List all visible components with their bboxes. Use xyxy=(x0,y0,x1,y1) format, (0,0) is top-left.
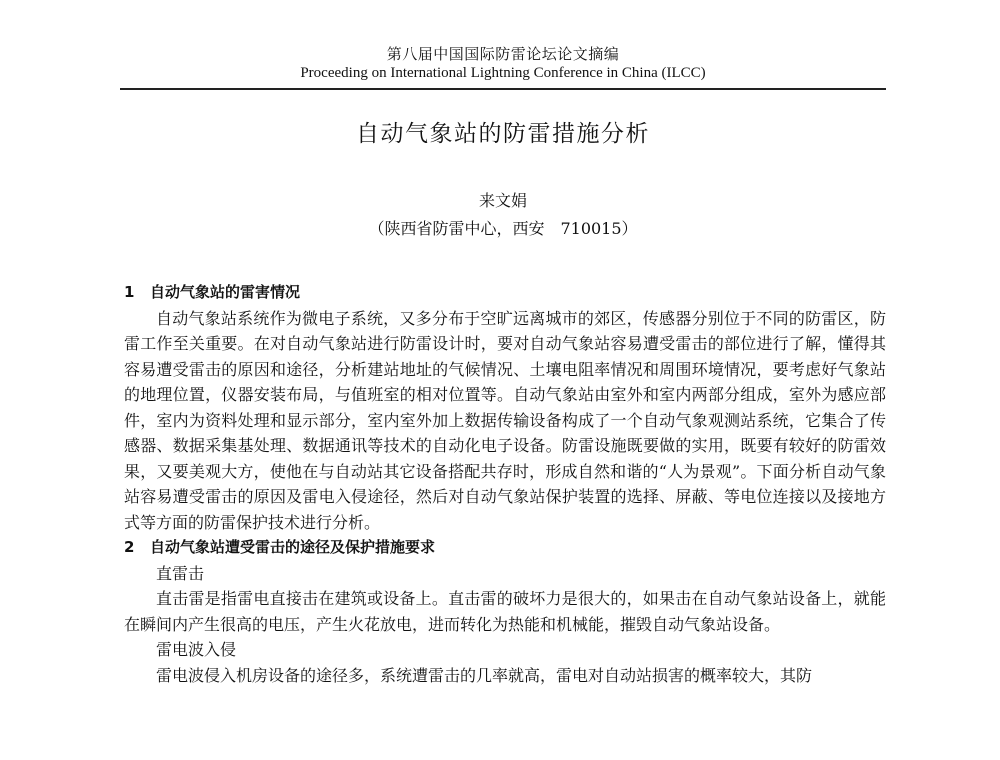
author: 来文娟 xyxy=(478,191,527,210)
paragraph: 自动气象站系统作为微电子系统，又多分布于空旷远离城市的郊区，传感器分别位于不同的防雷区，防雷工作至关重要。在对自动气象站进行防雷设计时，要对自动气象站容易遭受雷击的部位进行了解，懂得其容易遭受雷击的原因和途径，分析建站地址的气候情况、土壤电阻率情况和周围环境情况，要考虑好气象站的地理位置，仪器安装布局，与值班室的相对位置等。自动气象站由室外和室内两部分组成，室外为感应部件，室内为资料处理和显示部分，室内室外加上数据传输设备构成了一个自动气象观测站系统，它集合了传感器、数据采集基处理、数据通讯等技术的自动化电子设备。防雷设施既要做的实用，既要有较好的防雷效果，又要美观大方，使他在与自动站其它设备搭配共存时，形成自然和谐的“人为景观”。下面分析自动气象站容易遭受雷击的原因及雷电入侵途径，然后对自动气象站保护装置的选择、屏蔽、等电位连接以及接地方式等方面的防雷保护技术进行分析。 xyxy=(124,308,886,532)
affiliation: （陕西省防雷中心，西安 710015） xyxy=(368,219,638,238)
paragraph: 直击雷是指雷电直接击在建筑或设备上。直击雷的破坏力是很大的，如果击在自动气象站设备上，就能在瞬间内产生很高的电压，产生火花放电，进而转化为热能和机械能，摧毁自动气象站设备。 xyxy=(124,589,886,634)
section-title: 自动气象站的雷害情况 xyxy=(150,283,301,301)
section-heading-2 xyxy=(124,535,886,561)
subheading: 雷电波入侵 xyxy=(156,640,237,659)
section-heading-1 xyxy=(124,280,886,306)
header-rule xyxy=(120,88,886,90)
header-en: Proceeding on International Lightning Conference in China (ILCC) xyxy=(300,65,706,81)
paper-title: 自动气象站的防雷措施分析 xyxy=(356,121,650,147)
subheading: 直雷击 xyxy=(156,563,205,583)
header-cn: 第八届中国国际防雷论坛论文摘编 xyxy=(386,45,620,63)
section-title: 自动气象站遭受雷击的途径及保护措施要求 xyxy=(150,538,436,556)
paragraph: 雷电波侵入机房设备的途径多，系统遭雷击的几率就高，雷电对自动站损害的概率较大，其防 xyxy=(156,665,813,685)
section-number: 2 xyxy=(124,538,135,556)
section-number: 1 xyxy=(124,283,135,301)
running-header xyxy=(120,44,886,83)
paper-body xyxy=(124,280,886,688)
